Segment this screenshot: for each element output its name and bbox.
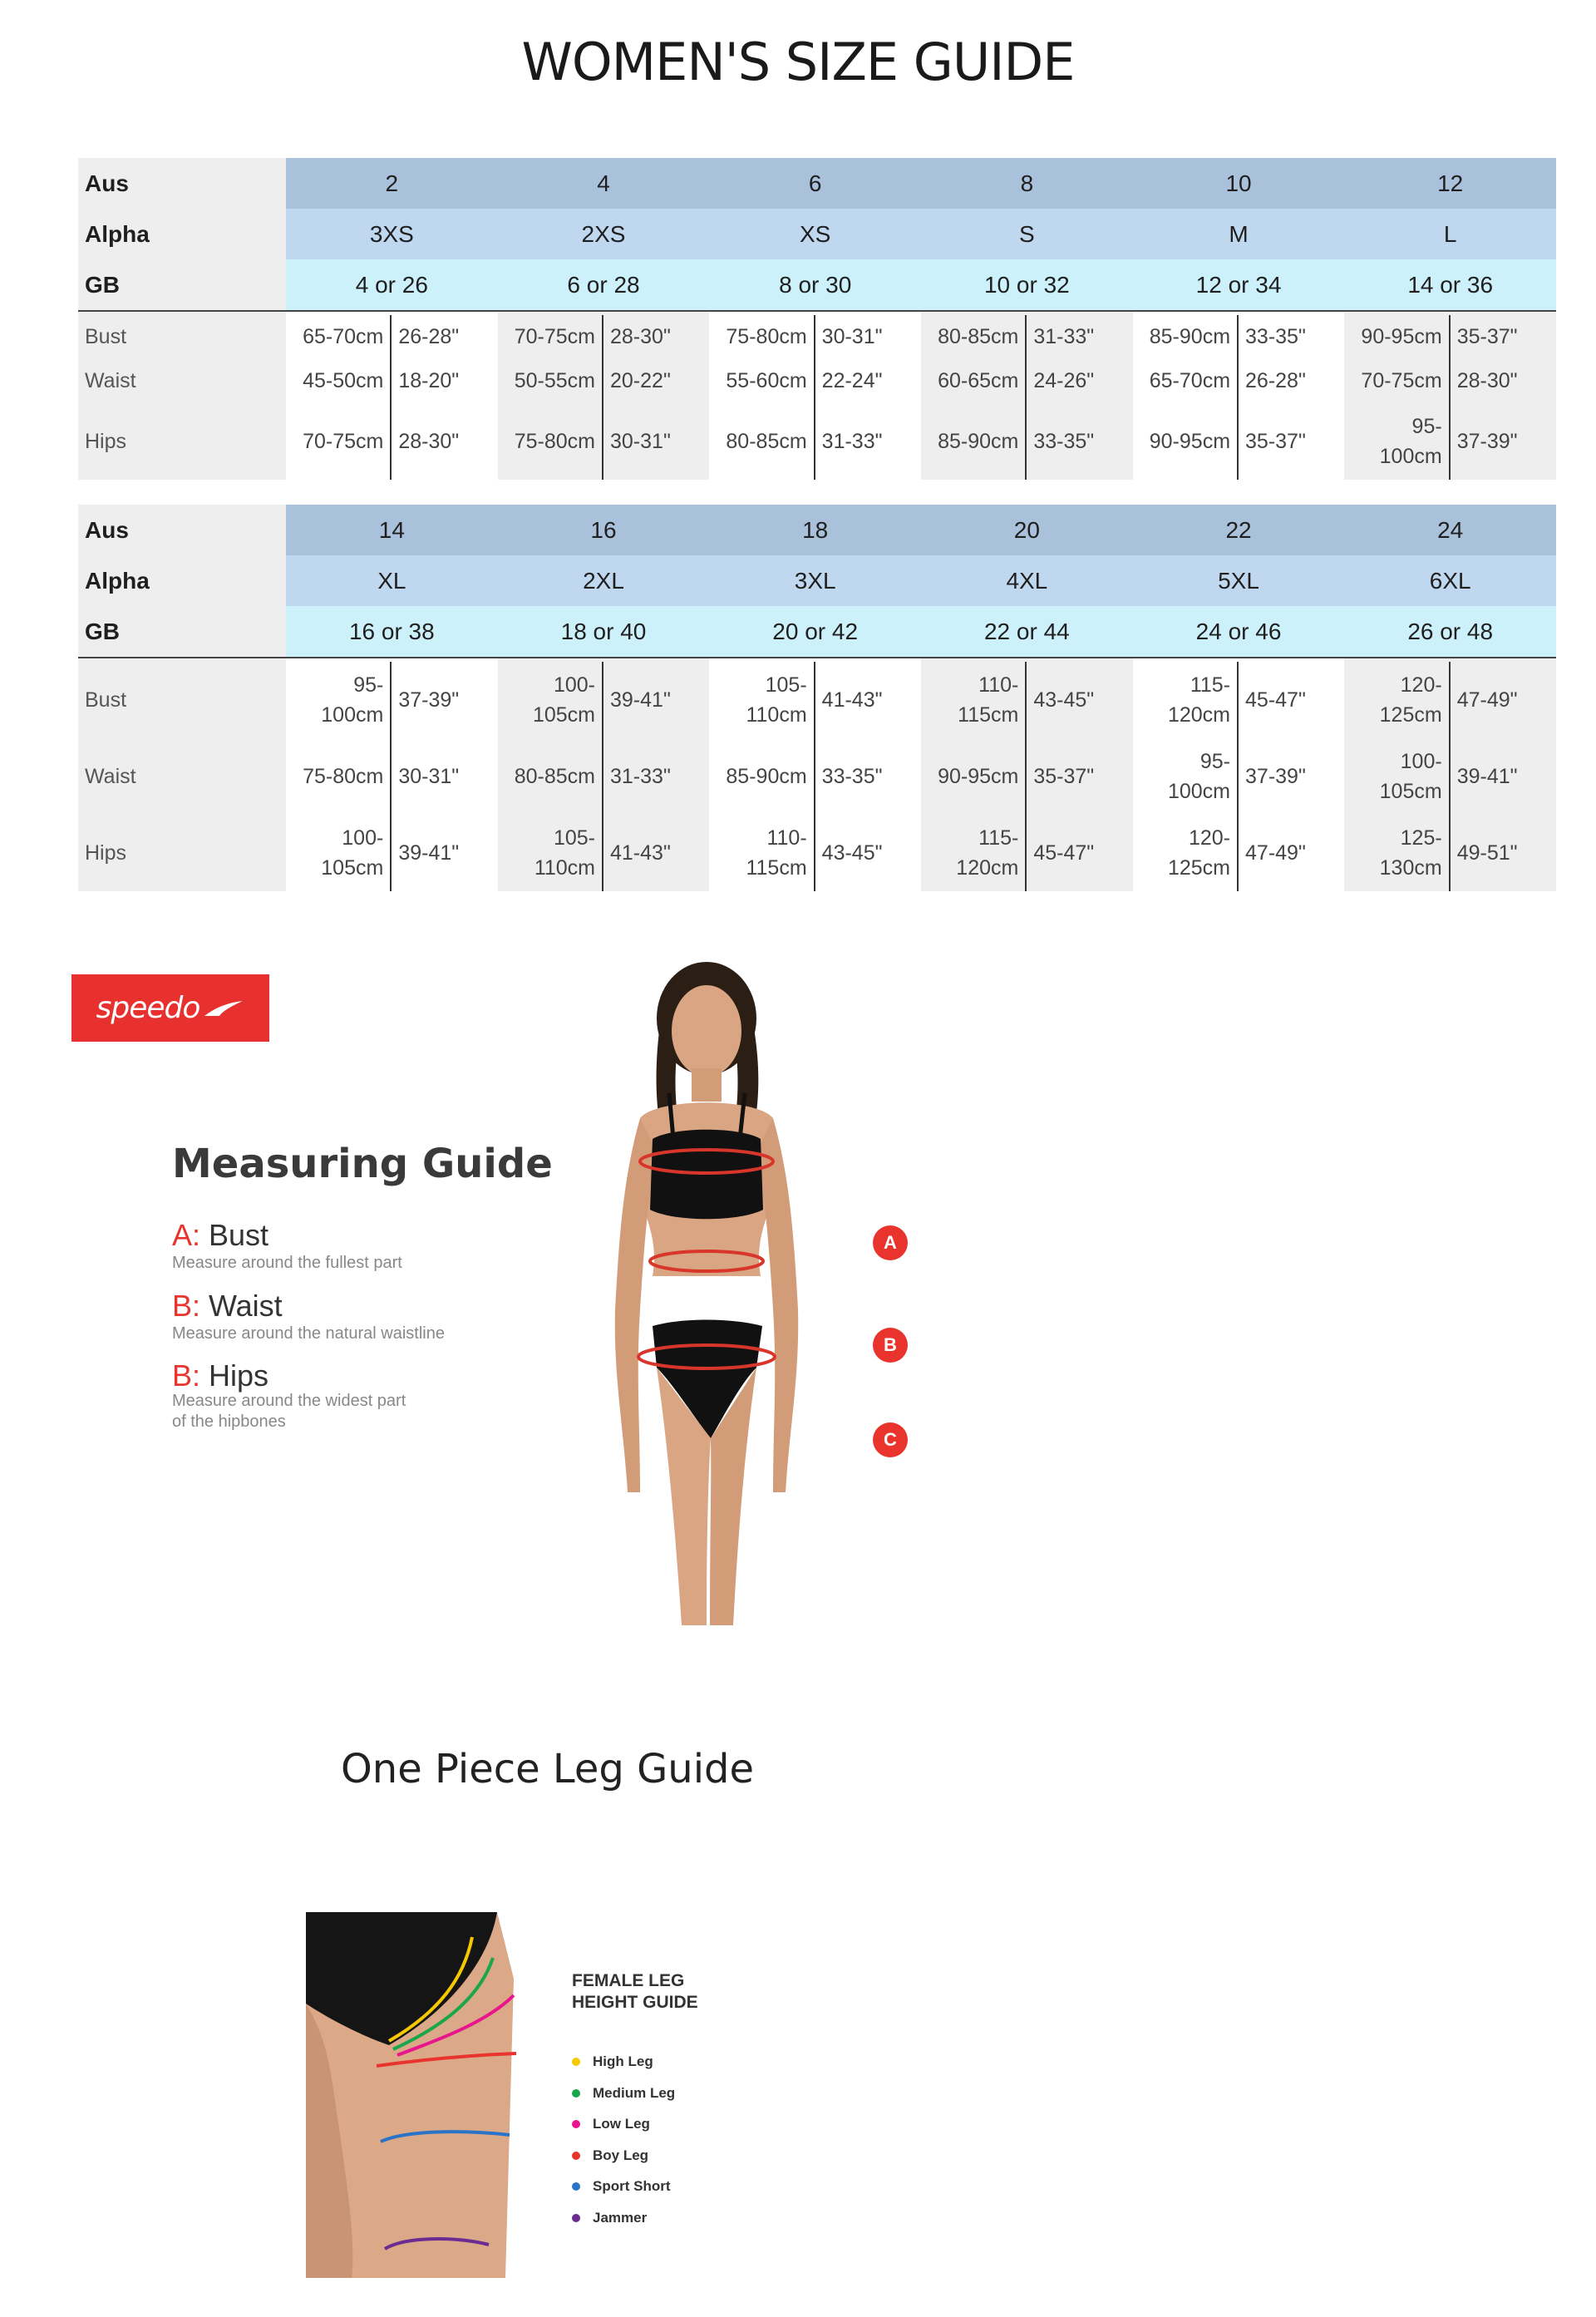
hips-cm-cell: 120- 125cm [1133,815,1239,891]
waist-inch-cell: 24-26" [1033,369,1095,392]
leg-legend-title: FEMALE LEG HEIGHT GUIDE [572,1971,698,2013]
hips-cm-cell: 105- 110cm [498,815,603,891]
waist-cm-cell: 75-80cm [286,738,392,815]
badge-b: B [873,1328,908,1363]
hips-inch-cell: 47-49" [1245,841,1306,865]
alpha-label: Alpha [78,209,286,259]
alpha-row [78,555,1556,606]
hips-label: Hips [85,841,127,865]
hips-inch-cell: 35-37" [1245,429,1306,453]
gb-cell: 4 or 26 [355,271,428,298]
waist-inch-cell: 33-35" [821,764,883,788]
hips-inch-cell: 28-30" [398,429,460,453]
hips-cm-cell: 75-80cm [498,403,603,480]
bust-cm-cell: 95- 100cm [286,662,392,738]
size-table-1 [78,158,1556,480]
legend-dot-icon [572,2089,580,2098]
bust-inch-cell: 47-49" [1456,688,1518,712]
model-figure-image [549,960,864,1625]
leg-legend-item [572,2178,671,2195]
alpha-cell: 2XS [581,220,626,247]
size-table-2 [78,505,1556,891]
measure-key: A: [172,1218,201,1252]
bust-cm-cell: 110-115cm [921,662,1027,738]
hips-cm-cell: 80-85cm [709,403,815,480]
bust-inch-cell: 26-28" [398,325,460,348]
gb-cell: 16 or 38 [348,618,435,644]
size-column [1133,312,1345,480]
legend-dot-icon [572,2120,580,2128]
alpha-cell: 6XL [1429,567,1471,594]
waist-cm-cell: 50-55cm [498,359,603,403]
hips-inch-cell: 45-47" [1033,841,1095,865]
alpha-cell: S [1019,220,1035,247]
legend-label: Medium Leg [593,2084,676,2101]
aus-cell: 16 [590,516,617,543]
measure-label: Waist [209,1289,283,1323]
legend-dot-icon [572,2152,580,2160]
leg-guide-title: One Piece Leg Guide [341,1746,755,1792]
alpha-cell: 4XL [1006,567,1048,594]
waist-cm-cell: 70-75cm [1344,359,1450,403]
alpha-cell: L [1443,220,1457,247]
waist-cm-cell: 65-70cm [1133,359,1239,403]
aus-cell: 24 [1437,516,1464,543]
gb-cell: 8 or 30 [779,271,852,298]
waist-inch-cell: 35-37" [1033,764,1095,788]
alpha-cell: 5XL [1218,567,1259,594]
alpha-cell: 3XS [369,220,414,247]
bust-cm-cell: 105- 110cm [709,662,815,738]
hips-cm-cell: 110-115cm [709,815,815,891]
bust-inch-cell: 31-33" [1033,325,1095,348]
legend-dot-icon [572,2058,580,2066]
gb-cell: 18 or 40 [560,618,647,644]
bust-inch-cell: 43-45" [1033,688,1095,712]
size-column [286,658,498,891]
measure-item-waist [172,1289,445,1344]
hips-inch-cell: 39-41" [398,841,460,865]
speedo-logo [71,974,269,1042]
measure-item-bust [172,1218,402,1274]
bust-inch-cell: 33-35" [1245,325,1306,348]
alpha-cell: XS [800,220,831,247]
aus-cell: 8 [1020,170,1034,196]
size-column [1133,658,1345,891]
aus-label: Aus [78,505,286,555]
waist-inch-cell: 18-20" [398,369,460,392]
badge-a: A [873,1225,908,1260]
waist-cm-cell: 60-65cm [921,359,1027,403]
size-column [921,312,1133,480]
measure-desc: Measure around the fullest part [172,1254,402,1272]
boomerang-icon [203,999,244,1018]
bust-label: Bust [85,325,127,348]
badge-c: C [873,1422,908,1457]
alpha-label: Alpha [78,555,286,606]
aus-cell: 2 [385,170,399,196]
size-column [498,312,710,480]
alpha-cell: M [1229,220,1249,247]
waist-label: Waist [85,764,136,788]
gb-row [78,606,1556,658]
hips-cm-cell: 95- 100cm [1344,403,1450,480]
aus-cell: 10 [1225,170,1252,196]
aus-cell: 22 [1225,516,1252,543]
measure-label: Hips [209,1358,269,1393]
measurements-block [78,658,1556,891]
page-title: WOMEN'S SIZE GUIDE [521,32,1075,92]
alpha-row [78,209,1556,259]
waist-cm-cell: 95- 100cm [1133,738,1239,815]
waist-inch-cell: 28-30" [1456,369,1518,392]
bust-cm-cell: 70-75cm [498,315,603,359]
size-column [498,658,710,891]
size-column [709,312,921,480]
size-column [286,312,498,480]
hips-label: Hips [85,429,127,453]
gb-cell: 22 or 44 [983,618,1070,644]
gb-cell: 20 or 42 [772,618,859,644]
waist-inch-cell: 26-28" [1245,369,1306,392]
leg-guide-image [306,1912,519,2278]
gb-row [78,259,1556,312]
bust-inch-cell: 30-31" [821,325,883,348]
hips-cm-cell: 85-90cm [921,403,1027,480]
waist-inch-cell: 39-41" [1456,764,1518,788]
hips-cm-cell: 70-75cm [286,403,392,480]
hips-cm-cell: 125- 130cm [1344,815,1450,891]
gb-label: GB [78,259,286,310]
aus-row [78,158,1556,209]
size-column [1344,658,1556,891]
aus-cell: 6 [808,170,822,196]
bust-inch-cell: 39-41" [610,688,671,712]
legend-label: Low Leg [593,2116,650,2132]
legend-label: Sport Short [593,2178,671,2195]
gb-cell: 26 or 48 [1407,618,1494,644]
legend-dot-icon [572,2214,580,2222]
waist-cm-cell: 80-85cm [498,738,603,815]
alpha-cell: 3XL [794,567,836,594]
bust-cm-cell: 75-80cm [709,315,815,359]
waist-label: Waist [85,369,136,392]
leg-legend-item [572,2085,675,2102]
waist-cm-cell: 90-95cm [921,738,1027,815]
measure-key: B: [172,1358,201,1393]
bust-cm-cell: 65-70cm [286,315,392,359]
size-column [921,658,1133,891]
hips-inch-cell: 37-39" [1456,429,1518,453]
alpha-cell: XL [377,567,406,594]
bust-cm-cell: 80-85cm [921,315,1027,359]
measure-labels [78,312,286,480]
aus-label: Aus [78,158,286,209]
waist-inch-cell: 30-31" [398,764,460,788]
hips-cm-cell: 90-95cm [1133,403,1239,480]
hips-inch-cell: 30-31" [610,429,671,453]
bust-inch-cell: 35-37" [1456,325,1518,348]
hips-inch-cell: 41-43" [610,841,671,865]
hips-inch-cell: 43-45" [821,841,883,865]
aus-cell: 12 [1437,170,1464,196]
bust-label: Bust [85,688,127,712]
gb-cell: 24 or 46 [1195,618,1282,644]
bust-cm-cell: 120- 125cm [1344,662,1450,738]
leg-legend-item [572,2210,647,2226]
waist-inch-cell: 37-39" [1245,764,1306,788]
measure-item-hips [172,1358,406,1432]
aus-cell: 4 [597,170,610,196]
measure-desc: Measure around the widest part of the hipbones [172,1392,406,1431]
bust-cm-cell: 90-95cm [1344,315,1450,359]
legend-label: Boy Leg [593,2147,649,2163]
aus-cell: 18 [802,516,829,543]
aus-cell: 20 [1013,516,1040,543]
waist-cm-cell: 100- 105cm [1344,738,1450,815]
hips-inch-cell: 31-33" [821,429,883,453]
size-column [1344,312,1556,480]
legend-dot-icon [572,2182,580,2191]
measure-labels [78,658,286,891]
gb-cell: 14 or 36 [1407,271,1494,298]
aus-row [78,505,1556,555]
hips-cm-cell: 115- 120cm [921,815,1027,891]
waist-cm-cell: 85-90cm [709,738,815,815]
measure-desc: Measure around the natural waistline [172,1324,445,1343]
gb-cell: 6 or 28 [567,271,640,298]
bust-cm-cell: 100- 105cm [498,662,603,738]
bust-inch-cell: 37-39" [398,688,460,712]
bust-cm-cell: 115- 120cm [1133,662,1239,738]
logo-text: speedo [96,991,200,1025]
legend-label: Jammer [593,2210,648,2226]
aus-cell: 14 [378,516,405,543]
gb-cell: 12 or 34 [1195,271,1282,298]
bust-cm-cell: 85-90cm [1133,315,1239,359]
bust-inch-cell: 41-43" [821,688,883,712]
legend-label: High Leg [593,2053,653,2069]
measurements-block [78,312,1556,480]
bust-inch-cell: 28-30" [610,325,671,348]
waist-cm-cell: 55-60cm [709,359,815,403]
waist-cm-cell: 45-50cm [286,359,392,403]
waist-inch-cell: 31-33" [610,764,671,788]
hips-cm-cell: 100- 105cm [286,815,392,891]
gb-label: GB [78,606,286,657]
waist-inch-cell: 20-22" [610,369,671,392]
leg-legend-item [572,2116,650,2132]
hips-inch-cell: 49-51" [1456,841,1518,865]
waist-inch-cell: 22-24" [821,369,883,392]
alpha-cell: 2XL [583,567,624,594]
size-column [709,658,921,891]
measure-label: Bust [209,1218,269,1252]
gb-cell: 10 or 32 [983,271,1070,298]
hips-inch-cell: 33-35" [1033,429,1095,453]
measure-key: B: [172,1289,201,1323]
bust-inch-cell: 45-47" [1245,688,1306,712]
leg-legend-item [572,2147,648,2164]
leg-legend-item [572,2053,653,2070]
measuring-guide-title: Measuring Guide [172,1141,553,1187]
